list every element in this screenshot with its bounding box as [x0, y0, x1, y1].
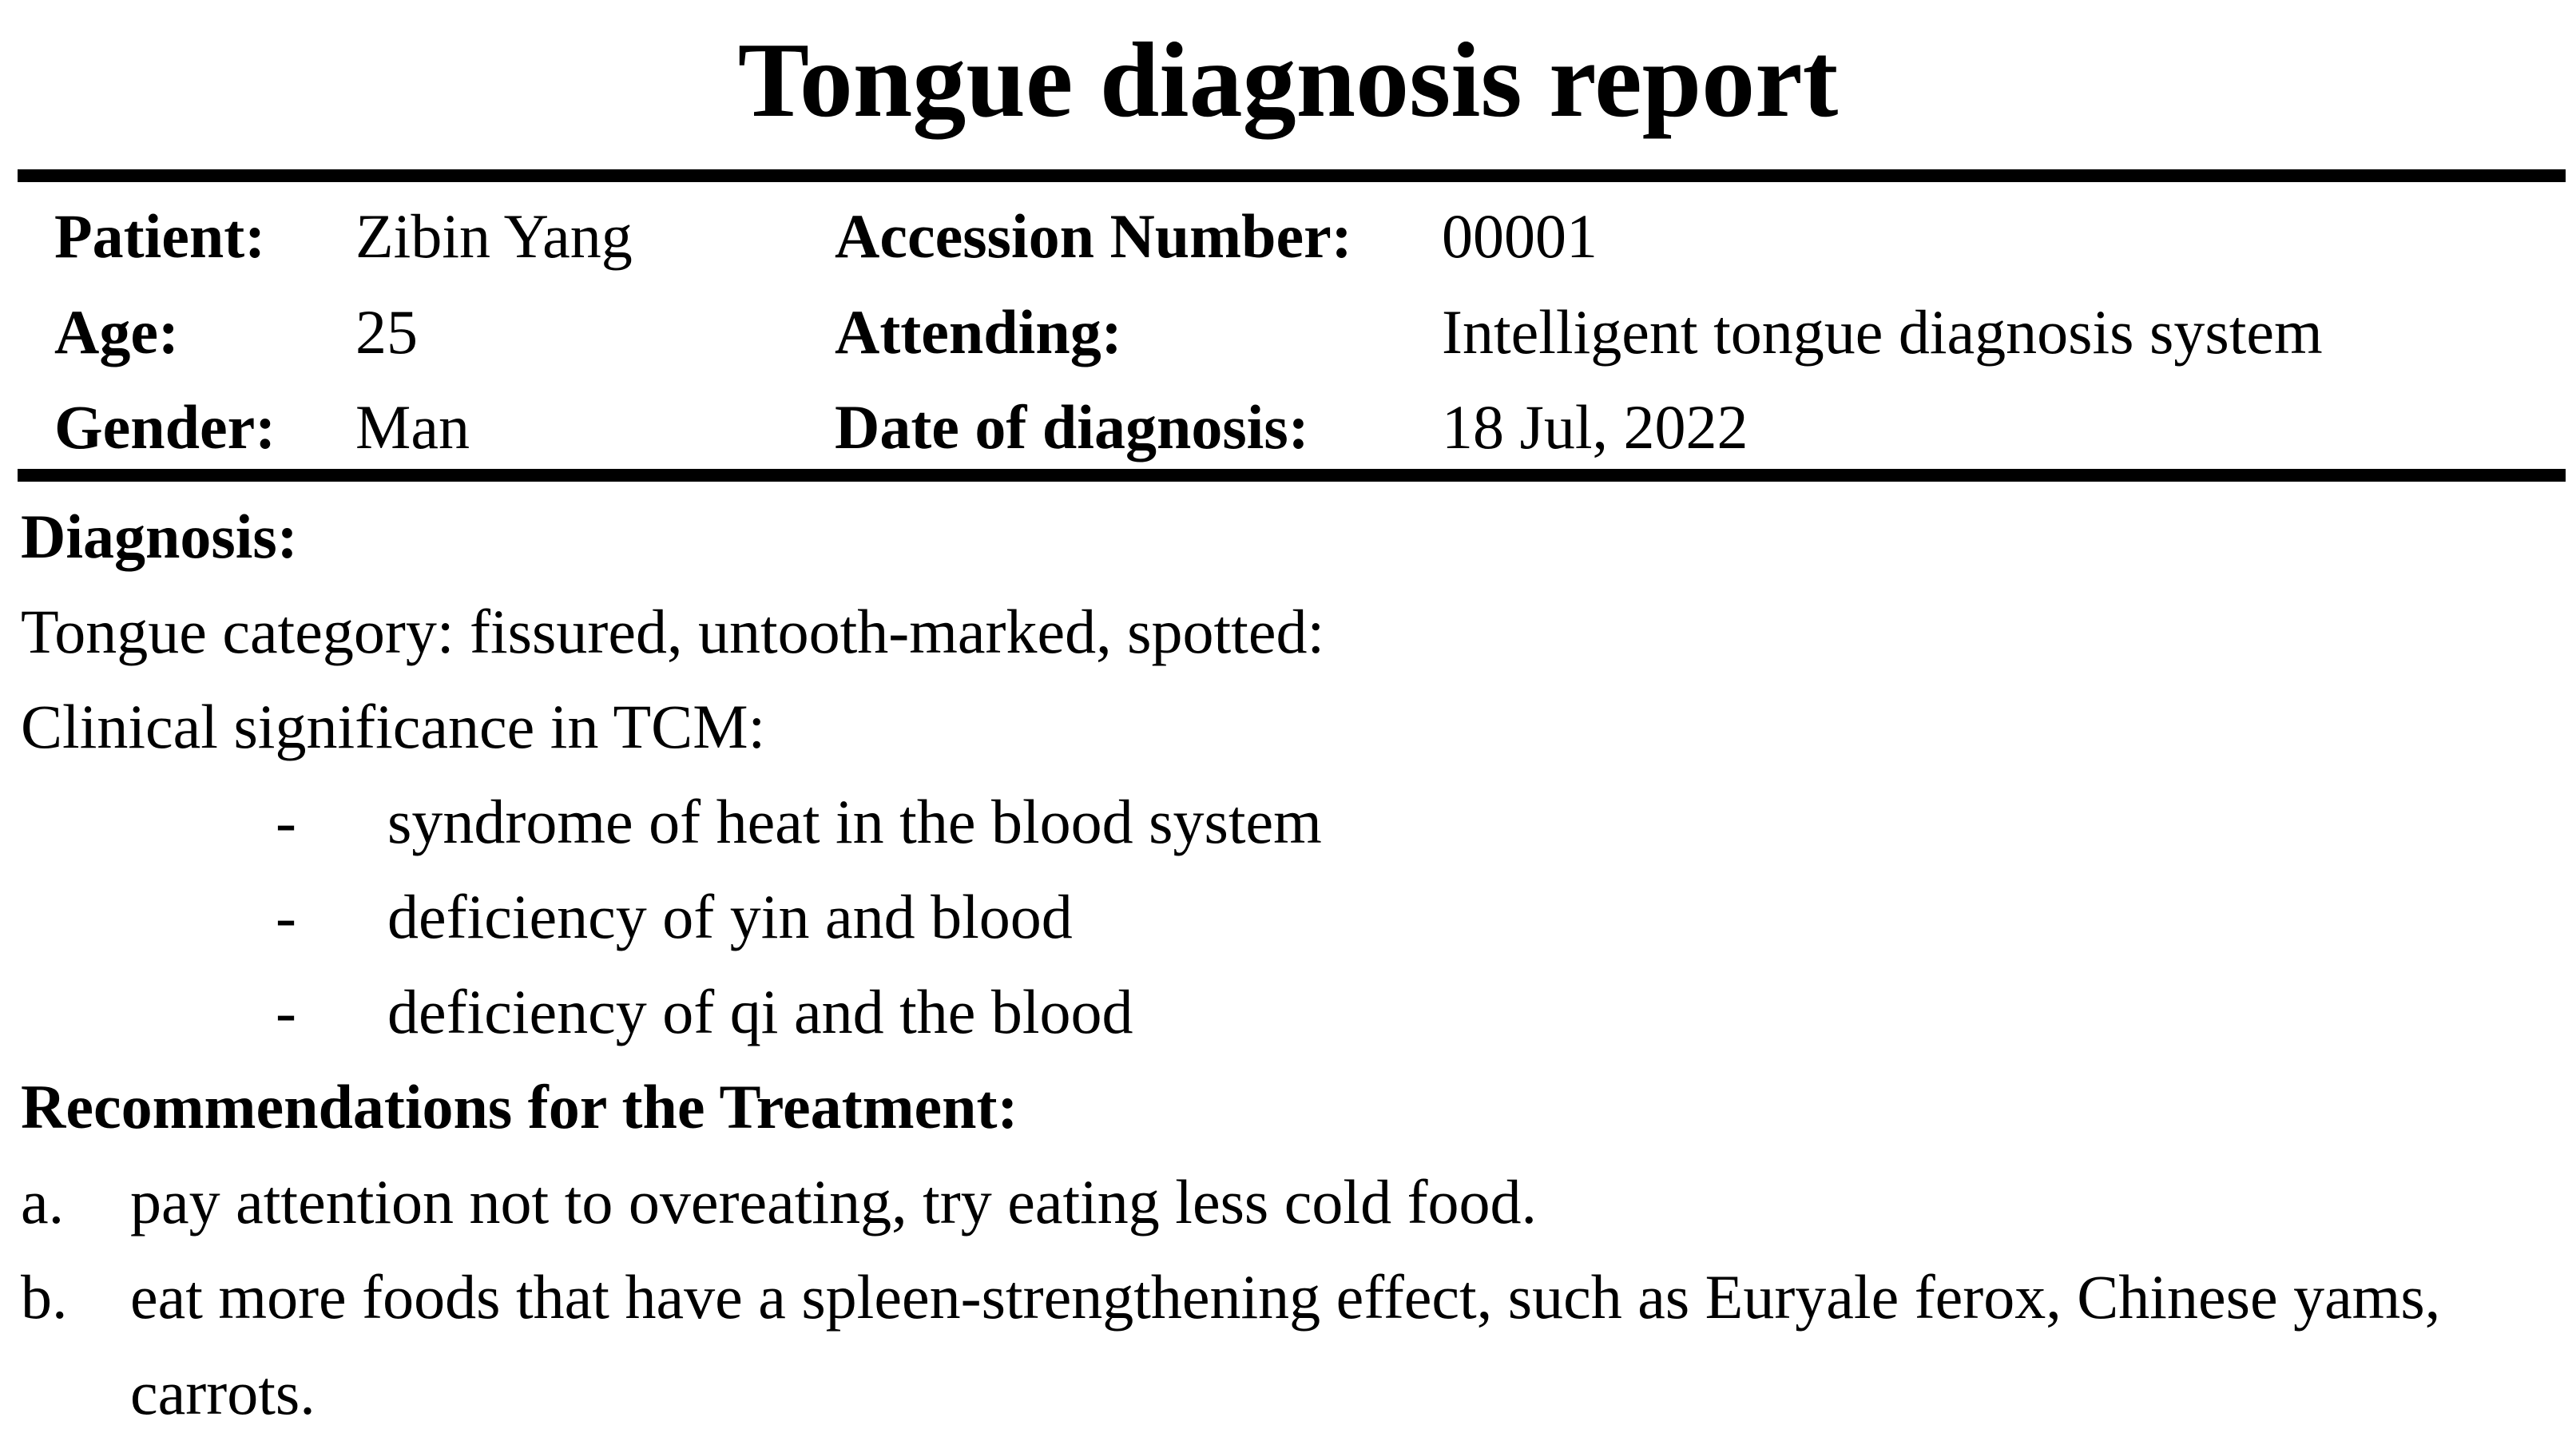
age-label: Age:: [54, 297, 179, 367]
patient-value: Zibin Yang: [355, 201, 633, 271]
bullet-dash: -: [276, 882, 296, 951]
accession-number-value: 00001: [1442, 201, 1598, 271]
patient-label: Patient:: [54, 201, 266, 271]
tongue-category: Tongue category: fissured, untooth-marked, spotted:: [21, 597, 1325, 666]
clinical-significance-heading: Clinical significance in TCM:: [21, 692, 766, 761]
attending-label: Attending:: [835, 297, 1122, 367]
attending-value: Intelligent tongue diagnosis system: [1442, 297, 2323, 367]
diagnosis-heading: Diagnosis:: [21, 502, 298, 571]
recommendation-item: [0, 1249, 2576, 1427]
clinical-item: [0, 869, 2576, 965]
gender-label: Gender:: [54, 392, 276, 462]
age-value: 25: [355, 297, 418, 367]
header-bottom-rule: [18, 469, 2566, 482]
recommendation-text: pay attention not to overeating, try eating less cold food.: [130, 1167, 1538, 1237]
clinical-item-text: deficiency of yin and blood: [387, 882, 1073, 951]
recommendations-heading: Recommendations for the Treatment:: [21, 1072, 1018, 1141]
clinical-item-text: deficiency of qi and the blood: [387, 977, 1133, 1046]
recommendation-item: [0, 1154, 2576, 1250]
bullet-dash: -: [276, 977, 296, 1046]
recommendation-marker: a.: [21, 1167, 65, 1237]
header-top-rule: [18, 169, 2566, 182]
info-row-gender: [0, 379, 2576, 475]
info-row-patient: [0, 189, 2576, 284]
report-title: Tongue diagnosis report: [737, 21, 1839, 139]
info-row-age: [0, 284, 2576, 380]
gender-value: Man: [355, 392, 470, 462]
bullet-dash: -: [276, 787, 296, 856]
accession-number-label: Accession Number:: [835, 201, 1352, 271]
clinical-item: [0, 774, 2576, 870]
diagnosis-date-label: Date of diagnosis:: [835, 392, 1309, 462]
clinical-item: [0, 964, 2576, 1060]
diagnosis-date-value: 18 Jul, 2022: [1442, 392, 1748, 462]
clinical-item-text: syndrome of heat in the blood system: [387, 787, 1322, 856]
recommendation-text: eat more foods that have a spleen-strengthening effect, such as Euryale ferox, Chinese yams, carrots.: [130, 1262, 2441, 1427]
recommendation-marker: b.: [21, 1262, 68, 1332]
